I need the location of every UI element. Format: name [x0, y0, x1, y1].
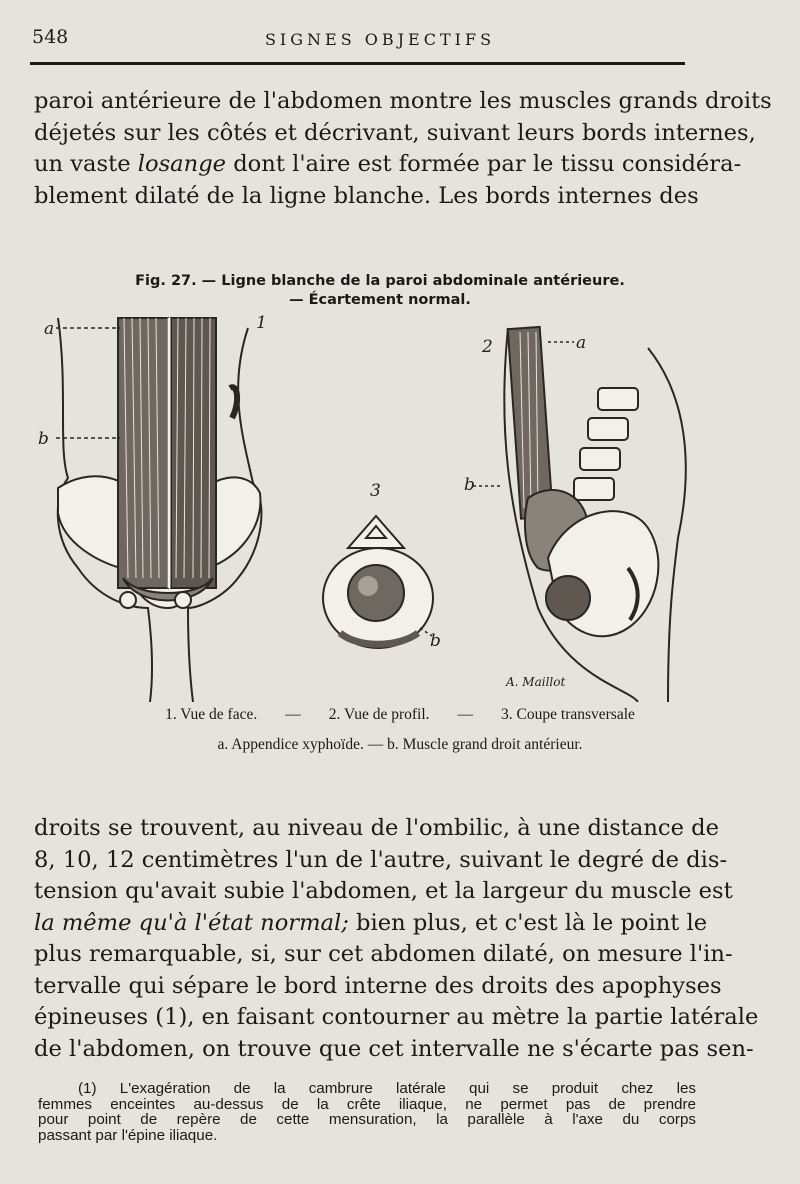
- text-line: plus remarquable, si, sur cet abdomen dilaté, on mesure l'in-: [34, 941, 733, 967]
- header-rule: [30, 62, 685, 65]
- front-view-illustration: [56, 318, 261, 702]
- figure-legend-key: a. Appendice xyphoïde. — b. Muscle grand droit antérieur.: [217, 736, 583, 753]
- artist-signature: A. Maillot: [506, 675, 566, 689]
- text-line: tervalle qui sépare le bord interne des droits des apophyses: [34, 972, 722, 999]
- bottom-paragraph: [34, 813, 759, 1065]
- top-paragraph: [34, 86, 772, 212]
- footnote: [38, 1081, 696, 1143]
- figure-legend: 1. Vue de face. — 2. Vue de profil. — 3. Coupe transversale: [165, 706, 635, 723]
- text-line: de l'abdomen, on trouve que cet intervalle ne s'écarte pas sen-: [34, 1035, 754, 1062]
- text-line: blement dilaté de la ligne blanche. Les bords internes des: [34, 182, 699, 209]
- text-line: déjetés sur les côtés et décrivant, suivant leurs bords internes,: [34, 119, 756, 146]
- page-number: 548: [32, 26, 69, 48]
- text-line: droits se trouvent, au niveau de l'ombilic, à une distance de: [34, 815, 719, 841]
- text-line: 8, 10, 12 centimètres l'un de l'autre, suivant le degré de dis-: [34, 846, 728, 873]
- footnote-line: (1) L'exagération de la cambrure latérale qui se produit chez les: [78, 1080, 696, 1097]
- profile-view-illustration: [473, 327, 686, 702]
- figure-caption-continued: — Écartement normal.: [289, 292, 471, 308]
- label-3: 3: [370, 481, 381, 501]
- text-line: paroi antérieure de l'abdomen montre les muscles grands droits: [34, 88, 772, 114]
- text-line: un vaste losange dont l'aire est formée par le tissu considéra-: [34, 151, 742, 177]
- label-b-profile: b: [464, 475, 475, 495]
- label-a-profile: a: [576, 333, 587, 353]
- label-1: 1: [256, 313, 267, 333]
- footnote-line: passant par l'épine iliaque.: [38, 1126, 218, 1144]
- footnote-line: femmes enceintes au-dessus de la crête iliaque, ne permet pas de prendre: [38, 1095, 696, 1113]
- text-line: tension qu'avait subie l'abdomen, et la largeur du muscle est: [34, 878, 733, 904]
- transverse-section-illustration: [323, 516, 433, 648]
- label-2: 2: [482, 337, 493, 357]
- label-b-front: b: [38, 429, 49, 449]
- footnote-line: pour point de repère de cette mensuration, la parallèle à l'axe du corps: [38, 1111, 696, 1128]
- emphasis-meme-normal: la même qu'à l'état normal;: [34, 909, 349, 936]
- label-b-section: b: [430, 631, 441, 651]
- text-line: la même qu'à l'état normal; bien plus, et c'est là le point le: [34, 909, 708, 936]
- anatomical-figure: [28, 308, 708, 702]
- running-title: SIGNES OBJECTIFS: [264, 30, 496, 49]
- label-a-front: a: [44, 319, 55, 339]
- text-line: épineuses (1), en faisant contourner au mètre la partie latérale: [34, 1004, 759, 1030]
- emphasis-losange: losange: [137, 151, 227, 177]
- figure-caption: Fig. 27. — Ligne blanche de la paroi abdominale antérieure.: [135, 273, 625, 289]
